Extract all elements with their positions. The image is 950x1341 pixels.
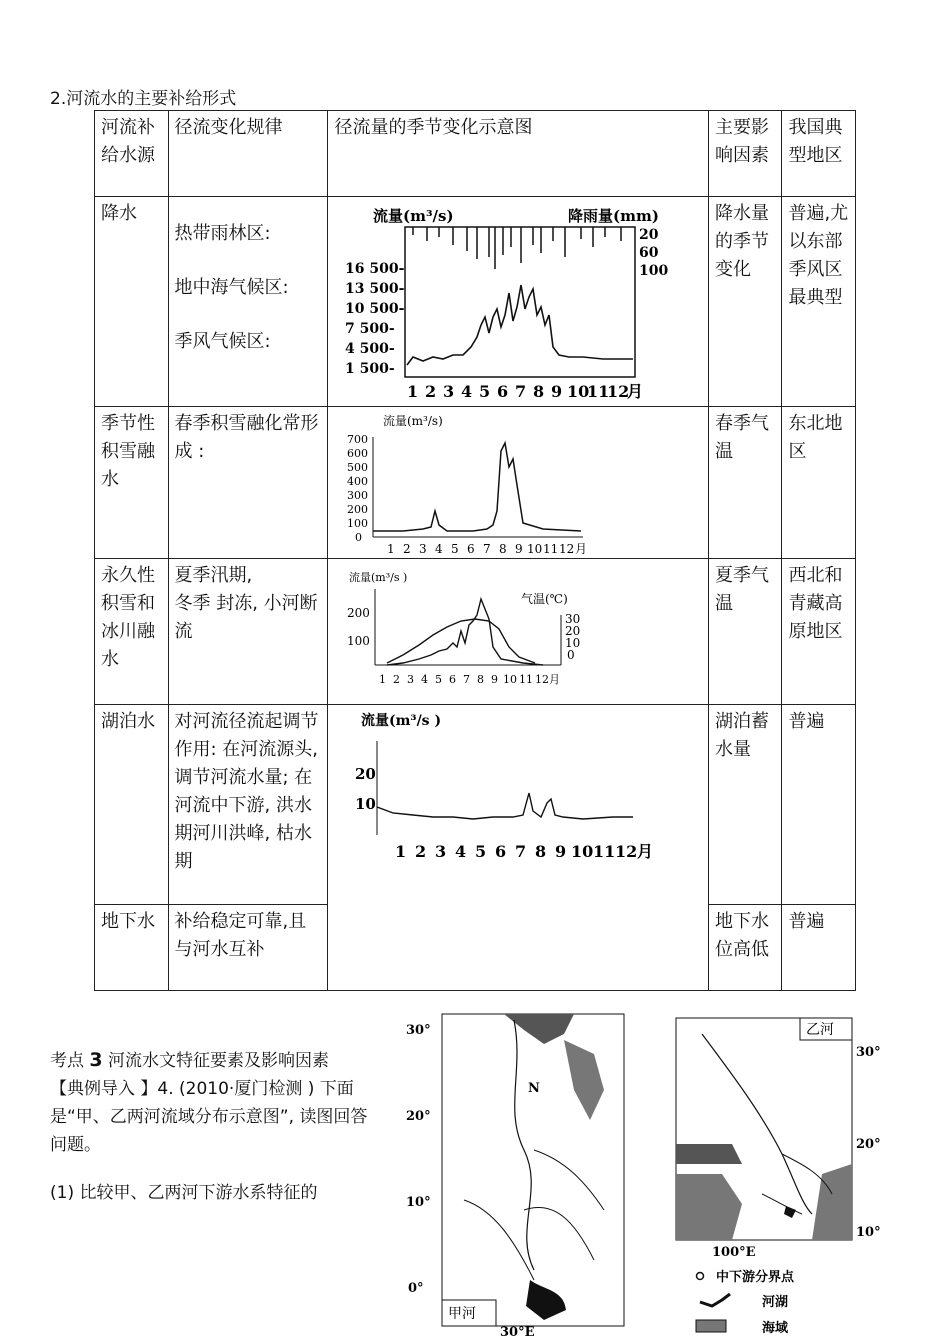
y2-tick: 30	[565, 612, 581, 626]
x-tick: 8	[477, 673, 485, 686]
table-row	[95, 559, 856, 705]
y2-tick: 10	[565, 636, 581, 650]
sea-area	[676, 1144, 742, 1164]
graph-ylabel: 流量(m³/s )	[349, 571, 408, 584]
example-intro: 【典例导入 】4. (2010·厦门检测 ) 下面是“甲、乙两河流域分布示意图”, 读图回答问题。	[50, 1079, 368, 1155]
header-graph: 径流量的季节变化示意图	[328, 111, 709, 197]
lake-graph	[343, 705, 693, 865]
graph-ylabel: 流量(m³/s )	[361, 713, 442, 729]
row-source: 地下水	[95, 905, 169, 991]
x-tick: 7	[515, 382, 527, 401]
row-region: 普遍	[782, 705, 856, 905]
boundary-point-icon	[697, 1273, 704, 1280]
sea-area	[564, 1040, 604, 1120]
x-tick: 3	[419, 542, 427, 555]
lake-area	[784, 1206, 796, 1218]
y-tick: 10	[355, 795, 377, 813]
x-tick: 2	[425, 382, 437, 401]
y-tick: 16 500-	[345, 261, 405, 277]
north-marker: N	[528, 1081, 540, 1096]
header-pattern: 径流变化规律	[168, 111, 328, 197]
pattern-line: 热带雨林区:	[174, 223, 271, 244]
graph-cell	[328, 197, 709, 407]
row-factor: 降水量的季节变化	[708, 197, 782, 407]
lat-label: 20°	[406, 1109, 431, 1124]
x-tick: 10	[571, 842, 594, 861]
lat-label: 30°	[406, 1023, 431, 1038]
y2-tick: 20	[565, 624, 581, 638]
sea-area	[504, 1014, 574, 1044]
rainfall-bars	[413, 227, 621, 269]
x-tick: 4	[461, 382, 473, 401]
lat-label: 10°	[856, 1225, 881, 1240]
y-tick: 400	[347, 475, 369, 488]
x-tick: 5	[475, 842, 487, 861]
x-tick: 3	[443, 382, 455, 401]
x-tick: 12	[607, 382, 630, 401]
x-tick: 7	[515, 842, 527, 861]
x-tick: 3	[407, 673, 415, 686]
y-tick: 100	[347, 517, 369, 530]
y-tick: 13 500-	[345, 281, 405, 297]
graph-y2label: 气温(℃)	[521, 592, 569, 606]
lon-label: 100°E	[712, 1245, 756, 1260]
pattern-line: 季风气候区:	[174, 331, 271, 352]
map-frame	[442, 1014, 624, 1326]
y-tick: 500	[347, 461, 369, 474]
row-region: 西北和青藏高原地区	[782, 559, 856, 705]
yi-river-map	[672, 1014, 892, 1340]
row-region: 东北地区	[782, 407, 856, 559]
x-tick: 8	[533, 382, 545, 401]
x-tick: 10	[527, 542, 543, 555]
y-tick: 200	[347, 503, 369, 516]
row-source: 降水	[95, 197, 169, 407]
header-factor: 主要影响因素	[708, 111, 782, 197]
table-row	[95, 407, 856, 559]
sea-area	[676, 1174, 742, 1240]
sea-area-icon	[696, 1320, 726, 1332]
x-tick: 6	[495, 842, 507, 861]
x-tick: 6	[497, 382, 509, 401]
lake-area	[526, 1280, 566, 1320]
row-pattern	[168, 559, 328, 705]
y2-tick: 20	[639, 227, 659, 243]
x-tick: 9	[515, 542, 523, 555]
y-tick: 4 500-	[345, 341, 395, 357]
graph-cell	[328, 705, 709, 991]
x-tick: 12	[615, 842, 638, 861]
x-tick: 5	[435, 673, 443, 686]
y-tick: 20	[355, 765, 377, 783]
y2-tick: 0	[567, 648, 575, 662]
runoff-line	[407, 285, 633, 365]
graph-y2label: 降雨量(mm)	[568, 207, 660, 225]
jia-river-map	[404, 1010, 630, 1340]
x-tick: 1	[387, 542, 395, 555]
x-tick: 9	[491, 673, 499, 686]
table-row	[95, 705, 856, 905]
graph-ylabel: 流量(m³/s)	[383, 414, 443, 428]
x-tick: 4	[421, 673, 429, 686]
x-month: 月	[575, 542, 588, 555]
x-tick: 10	[503, 673, 518, 686]
x-month: 月	[549, 673, 561, 686]
x-tick: 2	[403, 542, 411, 555]
x-tick: 1	[407, 382, 419, 401]
row-pattern: 春季积雪融化常形成 :	[168, 407, 328, 559]
x-tick: 4	[435, 542, 443, 555]
x-tick: 5	[479, 382, 491, 401]
x-tick: 11	[519, 673, 534, 686]
graph-cell	[328, 559, 709, 705]
x-tick: 11	[593, 842, 616, 861]
river-line	[514, 1020, 534, 1270]
y-tick: 700	[347, 433, 369, 446]
lat-label: 20°	[856, 1137, 881, 1152]
pattern-line: 地中海气候区:	[174, 277, 289, 298]
lat-label: 10°	[406, 1195, 431, 1210]
map-label: 乙河	[806, 1022, 834, 1038]
graph-cell	[328, 407, 709, 559]
x-tick: 2	[393, 673, 401, 686]
x-tick: 9	[555, 842, 567, 861]
y-tick: 200	[347, 606, 371, 620]
x-tick: 12	[559, 542, 575, 555]
map-label: 甲河	[448, 1306, 476, 1322]
table-header-row	[95, 111, 856, 197]
row-pattern	[168, 197, 328, 407]
section-title: 2.河流水的主要补给形式	[50, 89, 237, 109]
y2-tick: 100	[639, 263, 669, 279]
pattern-line: 夏季汛期,	[174, 565, 253, 586]
temperature-line	[387, 619, 535, 663]
y-tick: 7 500-	[345, 321, 395, 337]
y2-tick: 60	[639, 245, 659, 261]
rain-runoff-graph	[343, 197, 693, 403]
x-month: 月	[627, 382, 644, 401]
x-tick: 8	[499, 542, 507, 555]
glacier-graph	[343, 559, 693, 699]
header-region: 我国典型地区	[782, 111, 856, 197]
runoff-line	[373, 443, 581, 531]
row-source: 永久性积雪和冰川融水	[95, 559, 169, 705]
row-factor: 夏季气温	[708, 559, 782, 705]
x-tick: 8	[535, 842, 547, 861]
x-tick: 11	[587, 382, 610, 401]
pattern-line: 冬季 封冻, 小河断流	[174, 593, 318, 642]
river-lake-icon	[700, 1294, 730, 1306]
x-tick: 3	[435, 842, 447, 861]
legend-label: 海域	[762, 1321, 789, 1336]
x-tick: 4	[455, 842, 467, 861]
legend-label: 河湖	[762, 1295, 789, 1310]
x-tick: 10	[567, 382, 590, 401]
y-tick: 300	[347, 489, 369, 502]
graph-ylabel: 流量(m³/s)	[373, 207, 454, 225]
y-tick: 1 500-	[345, 361, 395, 377]
runoff-line	[377, 793, 633, 819]
legend-label: 中下游分界点	[716, 1270, 795, 1285]
x-tick: 6	[467, 542, 475, 555]
row-region: 普遍,尤以东部季风区最典型	[782, 197, 856, 407]
lat-label: 0°	[408, 1281, 424, 1296]
row-source: 季节性积雪融水	[95, 407, 169, 559]
row-factor: 地下水位高低	[708, 905, 782, 991]
x-tick: 1	[379, 673, 387, 686]
x-tick: 7	[483, 542, 491, 555]
x-tick: 11	[543, 542, 559, 555]
row-pattern: 补给稳定可靠,且与河水互补	[168, 905, 328, 991]
row-factor: 春季气温	[708, 407, 782, 559]
row-source: 湖泊水	[95, 705, 169, 905]
x-month: 月	[637, 842, 654, 861]
question-text	[50, 1046, 380, 1207]
x-tick: 9	[551, 382, 563, 401]
x-tick: 1	[395, 842, 407, 861]
graph-frame	[405, 227, 635, 377]
supply-table	[94, 110, 856, 991]
x-tick: 2	[415, 842, 427, 861]
table-row	[95, 197, 856, 407]
tributary-line	[464, 1150, 604, 1280]
header-source: 河流补给水源	[95, 111, 169, 197]
lon-label: 30°E	[500, 1325, 535, 1340]
question-1: (1) 比较甲、乙两河下游水系特征的	[50, 1183, 318, 1203]
y-tick: 10 500-	[345, 301, 405, 317]
x-tick: 6	[449, 673, 457, 686]
section-heading: 考点 3 河流水文特征要素及影响因素	[50, 1049, 330, 1071]
row-region: 普遍	[782, 905, 856, 991]
y-tick: 600	[347, 447, 369, 460]
y-tick: 0	[355, 531, 363, 544]
y-tick: 100	[347, 634, 371, 648]
snowmelt-graph	[343, 407, 693, 555]
x-tick: 12	[535, 673, 550, 686]
row-factor: 湖泊蓄水量	[708, 705, 782, 905]
x-tick: 5	[451, 542, 459, 555]
lat-label: 30°	[856, 1045, 881, 1060]
x-tick: 7	[463, 673, 471, 686]
runoff-line	[387, 599, 543, 665]
row-pattern: 对河流径流起调节作用: 在河流源头, 调节河流水量; 在河流中下游, 洪水期河川洪峰, 枯水期	[168, 705, 328, 905]
